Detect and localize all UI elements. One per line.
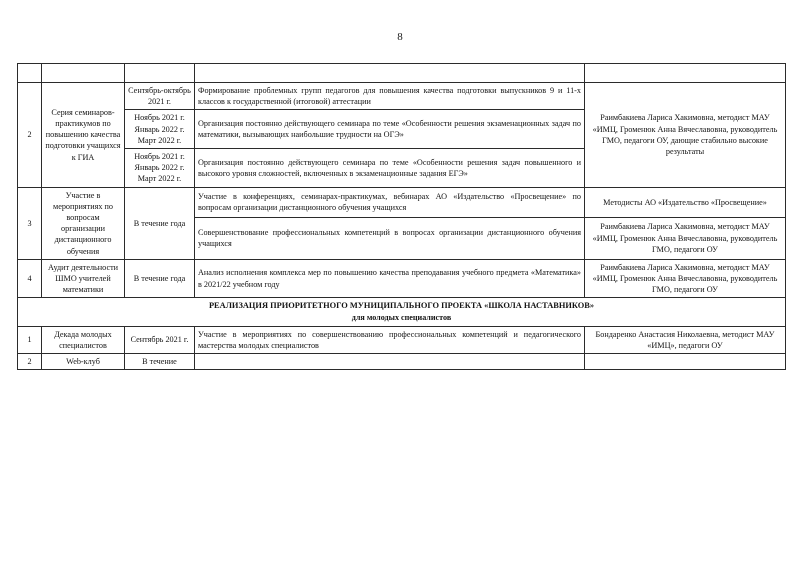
cell-row-number: 4 <box>18 259 42 298</box>
cell-activity-name: Серия семинаров-практикумов по повышению качества подготовки учащихся к ГИА <box>42 83 125 188</box>
cell-row-number: 1 <box>18 326 42 353</box>
cell-responsible: Методисты АО «Издательство «Просвещение» <box>585 187 786 217</box>
cell-content: Организация постоянно действующего семинара по теме «Особенности решения задач повышенного и высокого уровня сложностей, включенных в экзаменационные задания ЕГЭ» <box>195 149 585 188</box>
cell-content: Совершенствование профессиональных компетенций в вопросах организации дистанционного обучения учащихся <box>195 217 585 259</box>
cell-content: Анализ исполнения комплекса мер по повышению качества преподавания учебного предмета «Математика» в 2021/22 учебном году <box>195 259 585 298</box>
page-number: 8 <box>397 31 403 43</box>
cell-name-continuation <box>42 64 125 83</box>
cell-date-continuation <box>125 64 195 83</box>
cell-responsible: Бондаренко Анастасия Николаевна, методист МАУ «ИМЦ», педагоги ОУ <box>585 326 786 353</box>
plan-table-container <box>17 63 785 370</box>
section-title: РЕАЛИЗАЦИЯ ПРИОРИТЕТНОГО МУНИЦИПАЛЬНОГО ПРОЕКТА «ШКОЛА НАСТАВНИКОВ» <box>208 301 595 311</box>
cell-content <box>195 354 585 370</box>
plan-table <box>17 63 786 370</box>
table-section-header-row <box>18 298 786 326</box>
cell-responsible <box>585 354 786 370</box>
cell-row-number: 3 <box>18 187 42 259</box>
cell-responsible: Раимбакиева Лариса Хакимовна, методист МАУ «ИМЦ, Громенюк Анна Вячеславовна, руководитель ГМО, педагоги ОУ <box>585 217 786 259</box>
cell-row-number: 2 <box>18 83 42 188</box>
table-row <box>18 326 786 353</box>
cell-activity-name: Декада молодых специалистов <box>42 326 125 353</box>
table-row <box>18 354 786 370</box>
cell-responsible: Раимбакиева Лариса Хакимовна, методист МАУ «ИМЦ, Громенюк Анна Вячеславовна, руководитель ГМО, педагоги ОУ, дающие стабильно высокие результаты <box>585 83 786 188</box>
cell-activity-name: Аудит деятельности ШМО учителей математики <box>42 259 125 298</box>
table-row <box>18 187 786 217</box>
cell-deadline: В течение года <box>125 259 195 298</box>
section-subtitle: для молодых специалистов <box>351 313 452 323</box>
cell-deadline: В течение <box>125 354 195 370</box>
cell-num-continuation <box>18 64 42 83</box>
cell-activity-name: Участие в мероприятиях по вопросам организации дистанционного обучения <box>42 187 125 259</box>
cell-activity-name: Web-клуб <box>42 354 125 370</box>
cell-deadline: Ноябрь 2021 г. Январь 2022 г. Март 2022 г. <box>125 149 195 188</box>
cell-content: Организация постоянно действующего семинара по теме «Особенности решения экзаменационных задач по математики, вызывающих наибольшие трудности на ОГЭ» <box>195 110 585 149</box>
cell-deadline: В течение года <box>125 187 195 259</box>
cell-content: Участие в конференциях, семинарах-практикумах, вебинарах АО «Издательство «Просвещение» по вопросам организации дистанционного обучения учащихся <box>195 187 585 217</box>
table-row <box>18 83 786 110</box>
cell-row-number: 2 <box>18 354 42 370</box>
cell-responsible-continuation <box>585 64 786 83</box>
table-row <box>18 259 786 298</box>
cell-content: Формирование проблемных групп педагогов для повышения качества подготовки выпускников 9 и 11-х классов к государственной (итоговой) аттестации <box>195 83 585 110</box>
cell-body-continuation <box>195 64 585 83</box>
section-header-cell <box>18 298 786 326</box>
cell-deadline: Сентябрь-октябрь 2021 г. <box>125 83 195 110</box>
cell-responsible: Раимбакиева Лариса Хакимовна, методист МАУ «ИМЦ, Громенюк Анна Вячеславовна, руководитель ГМО, педагоги ОУ <box>585 259 786 298</box>
cell-deadline: Ноябрь 2021 г. Январь 2022 г. Март 2022 г. <box>125 110 195 149</box>
cell-content: Участие в мероприятиях по совершенствованию профессиональных компетенций и педагогического мастерства молодых специалистов <box>195 326 585 353</box>
table-row-continuation <box>18 64 786 83</box>
cell-deadline: Сентябрь 2021 г. <box>125 326 195 353</box>
